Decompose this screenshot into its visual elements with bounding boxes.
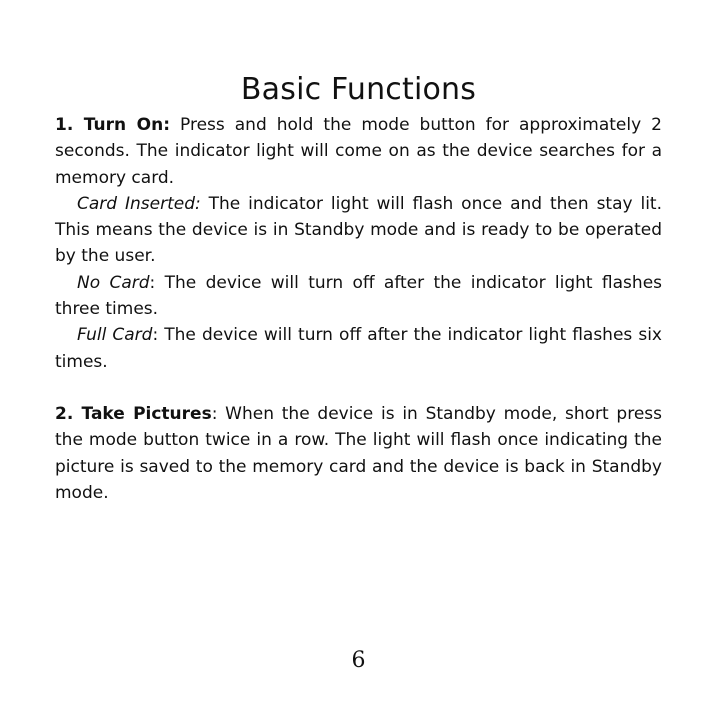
- take-pictures-heading: 2. Take Pictures: [55, 403, 212, 424]
- full-card-label: Full Card: [77, 325, 153, 346]
- take-pictures-text: : When the device is in Standby mode, short press the mode button twice in a row. The light will flash once indicating the picture is saved to the memory card and the device is back in Standby mode.: [55, 403, 662, 503]
- no-card-label: No Card: [77, 272, 150, 293]
- no-card-text: : The device will turn off after the indicator light flashes three times.: [55, 272, 663, 320]
- turn-on-text: Press and hold the mode button for approximately 2 seconds. The indicator light will come on as the device searches for a memory card.: [55, 115, 662, 188]
- card-inserted-paragraph: [55, 191, 662, 270]
- no-card-paragraph: [55, 270, 662, 323]
- page-title: Basic Functions: [240, 72, 477, 107]
- turn-on-paragraph: [55, 112, 662, 191]
- card-inserted-label: Card Inserted:: [77, 193, 201, 214]
- turn-on-heading: 1. Turn On:: [55, 115, 170, 135]
- full-card-text: : The device will turn off after the indicator light flashes six times.: [55, 325, 662, 372]
- body-text: [55, 112, 662, 506]
- full-card-paragraph: [55, 322, 662, 375]
- card-inserted-text: The indicator light will flash once and then stay lit. This means the device is in Standby mode and is ready to be operated by the user.: [55, 193, 662, 267]
- take-pictures-paragraph: [55, 401, 662, 506]
- page-number: 6: [351, 648, 366, 673]
